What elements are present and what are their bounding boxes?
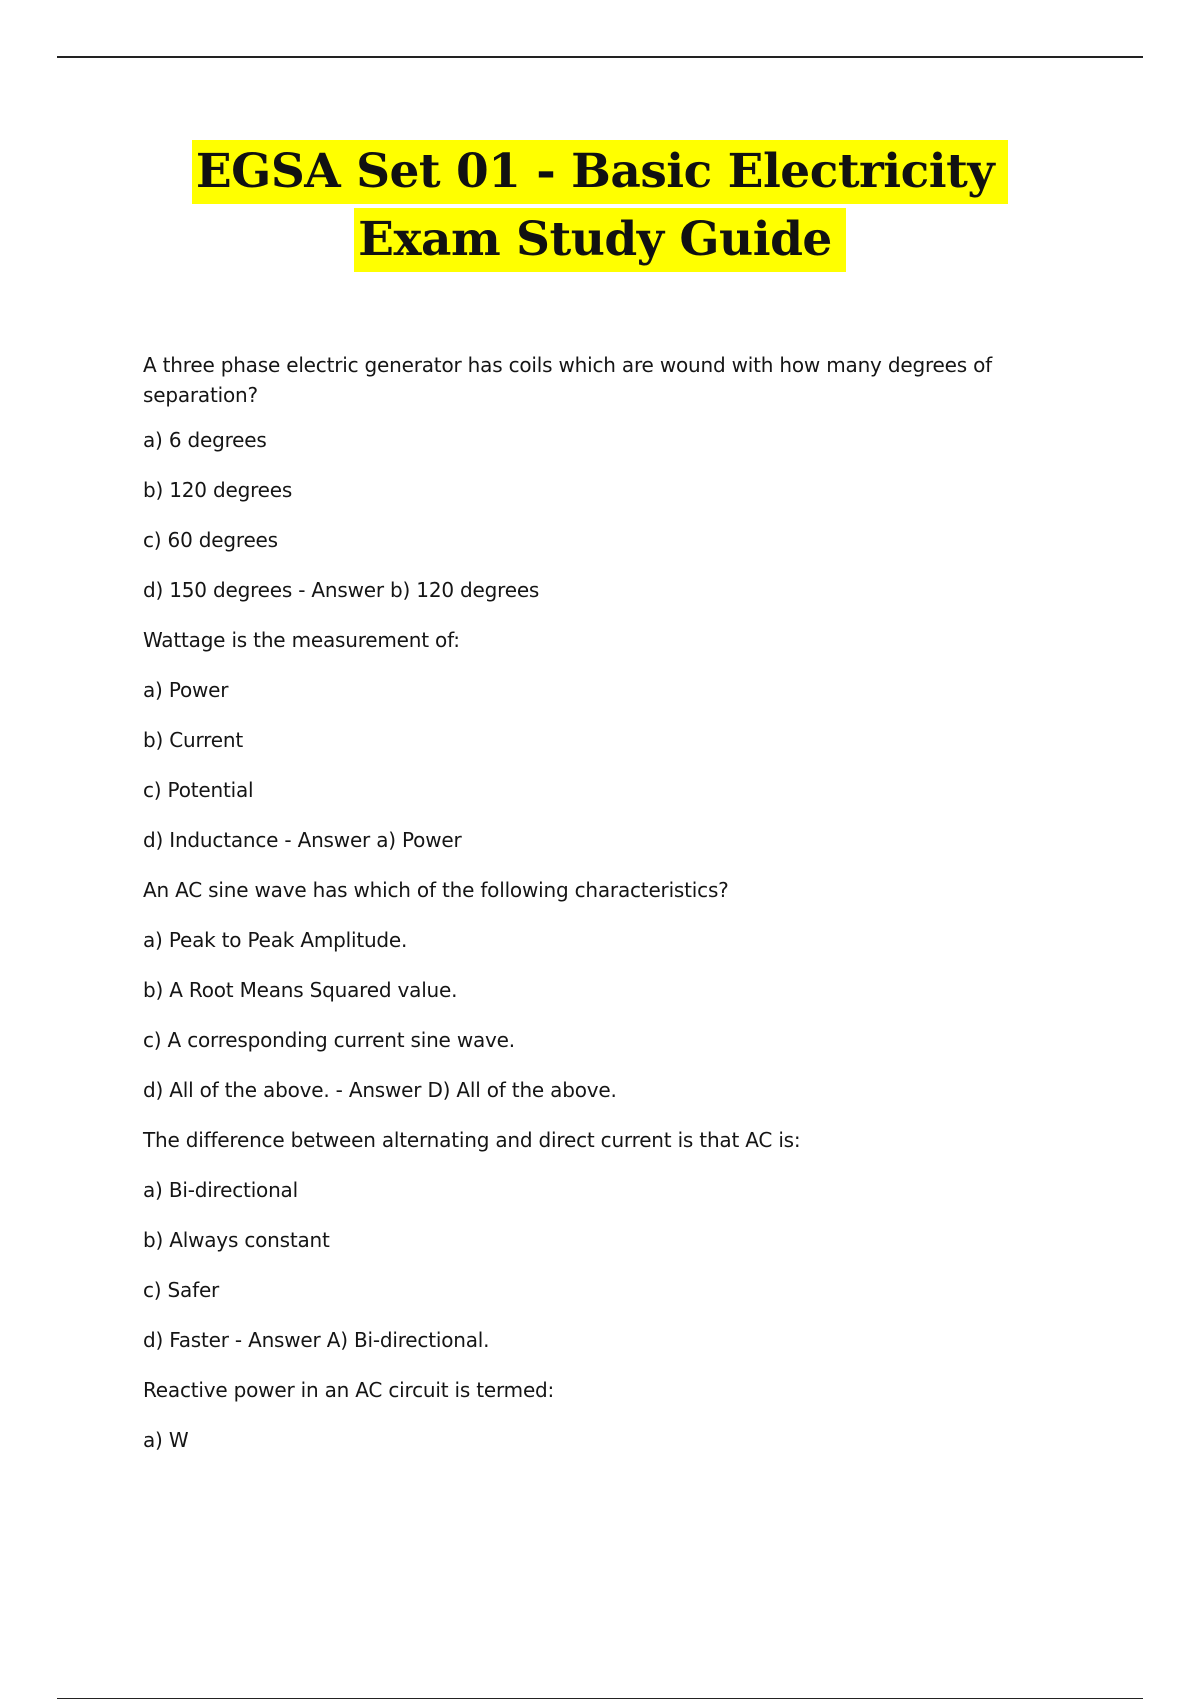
title-line-1: EGSA Set 01 - Basic Electricity (192, 140, 1008, 204)
title-line-2: Exam Study Guide (354, 208, 846, 272)
answer-option: a) W (143, 1428, 189, 1452)
answer-option: d) All of the above. - Answer D) All of the above. (143, 1078, 617, 1102)
question-prompt: The difference between alternating and direct current is that AC is: (143, 1128, 801, 1152)
answer-option: b) Current (143, 728, 243, 752)
question-list (143, 350, 1093, 1475)
answer-option: a) 6 degrees (143, 428, 267, 452)
answer-option: c) A corresponding current sine wave. (143, 1028, 515, 1052)
answer-option: d) 150 degrees - Answer b) 120 degrees (143, 578, 540, 602)
question-prompt: Wattage is the measurement of: (143, 628, 460, 652)
answer-option: a) Bi-directional (143, 1178, 298, 1202)
answer-option: c) Safer (143, 1278, 220, 1302)
answer-option: b) Always constant (143, 1228, 330, 1252)
answer-option: a) Power (143, 678, 229, 702)
top-rule (57, 56, 1143, 58)
question-prompt: An AC sine wave has which of the following characteristics? (143, 878, 729, 902)
answer-option: d) Inductance - Answer a) Power (143, 828, 462, 852)
answer-option: d) Faster - Answer A) Bi-directional. (143, 1328, 490, 1352)
answer-option: c) Potential (143, 778, 254, 802)
answer-option: b) 120 degrees (143, 478, 293, 502)
question-prompt: Reactive power in an AC circuit is termed: (143, 1378, 555, 1402)
answer-option: b) A Root Means Squared value. (143, 978, 458, 1002)
answer-option: a) Peak to Peak Amplitude. (143, 928, 408, 952)
bottom-rule (57, 1698, 1143, 1699)
question-prompt: A three phase electric generator has coils which are wound with how many degrees of separation? (143, 353, 992, 407)
document-title (0, 140, 1200, 272)
answer-option: c) 60 degrees (143, 528, 278, 552)
